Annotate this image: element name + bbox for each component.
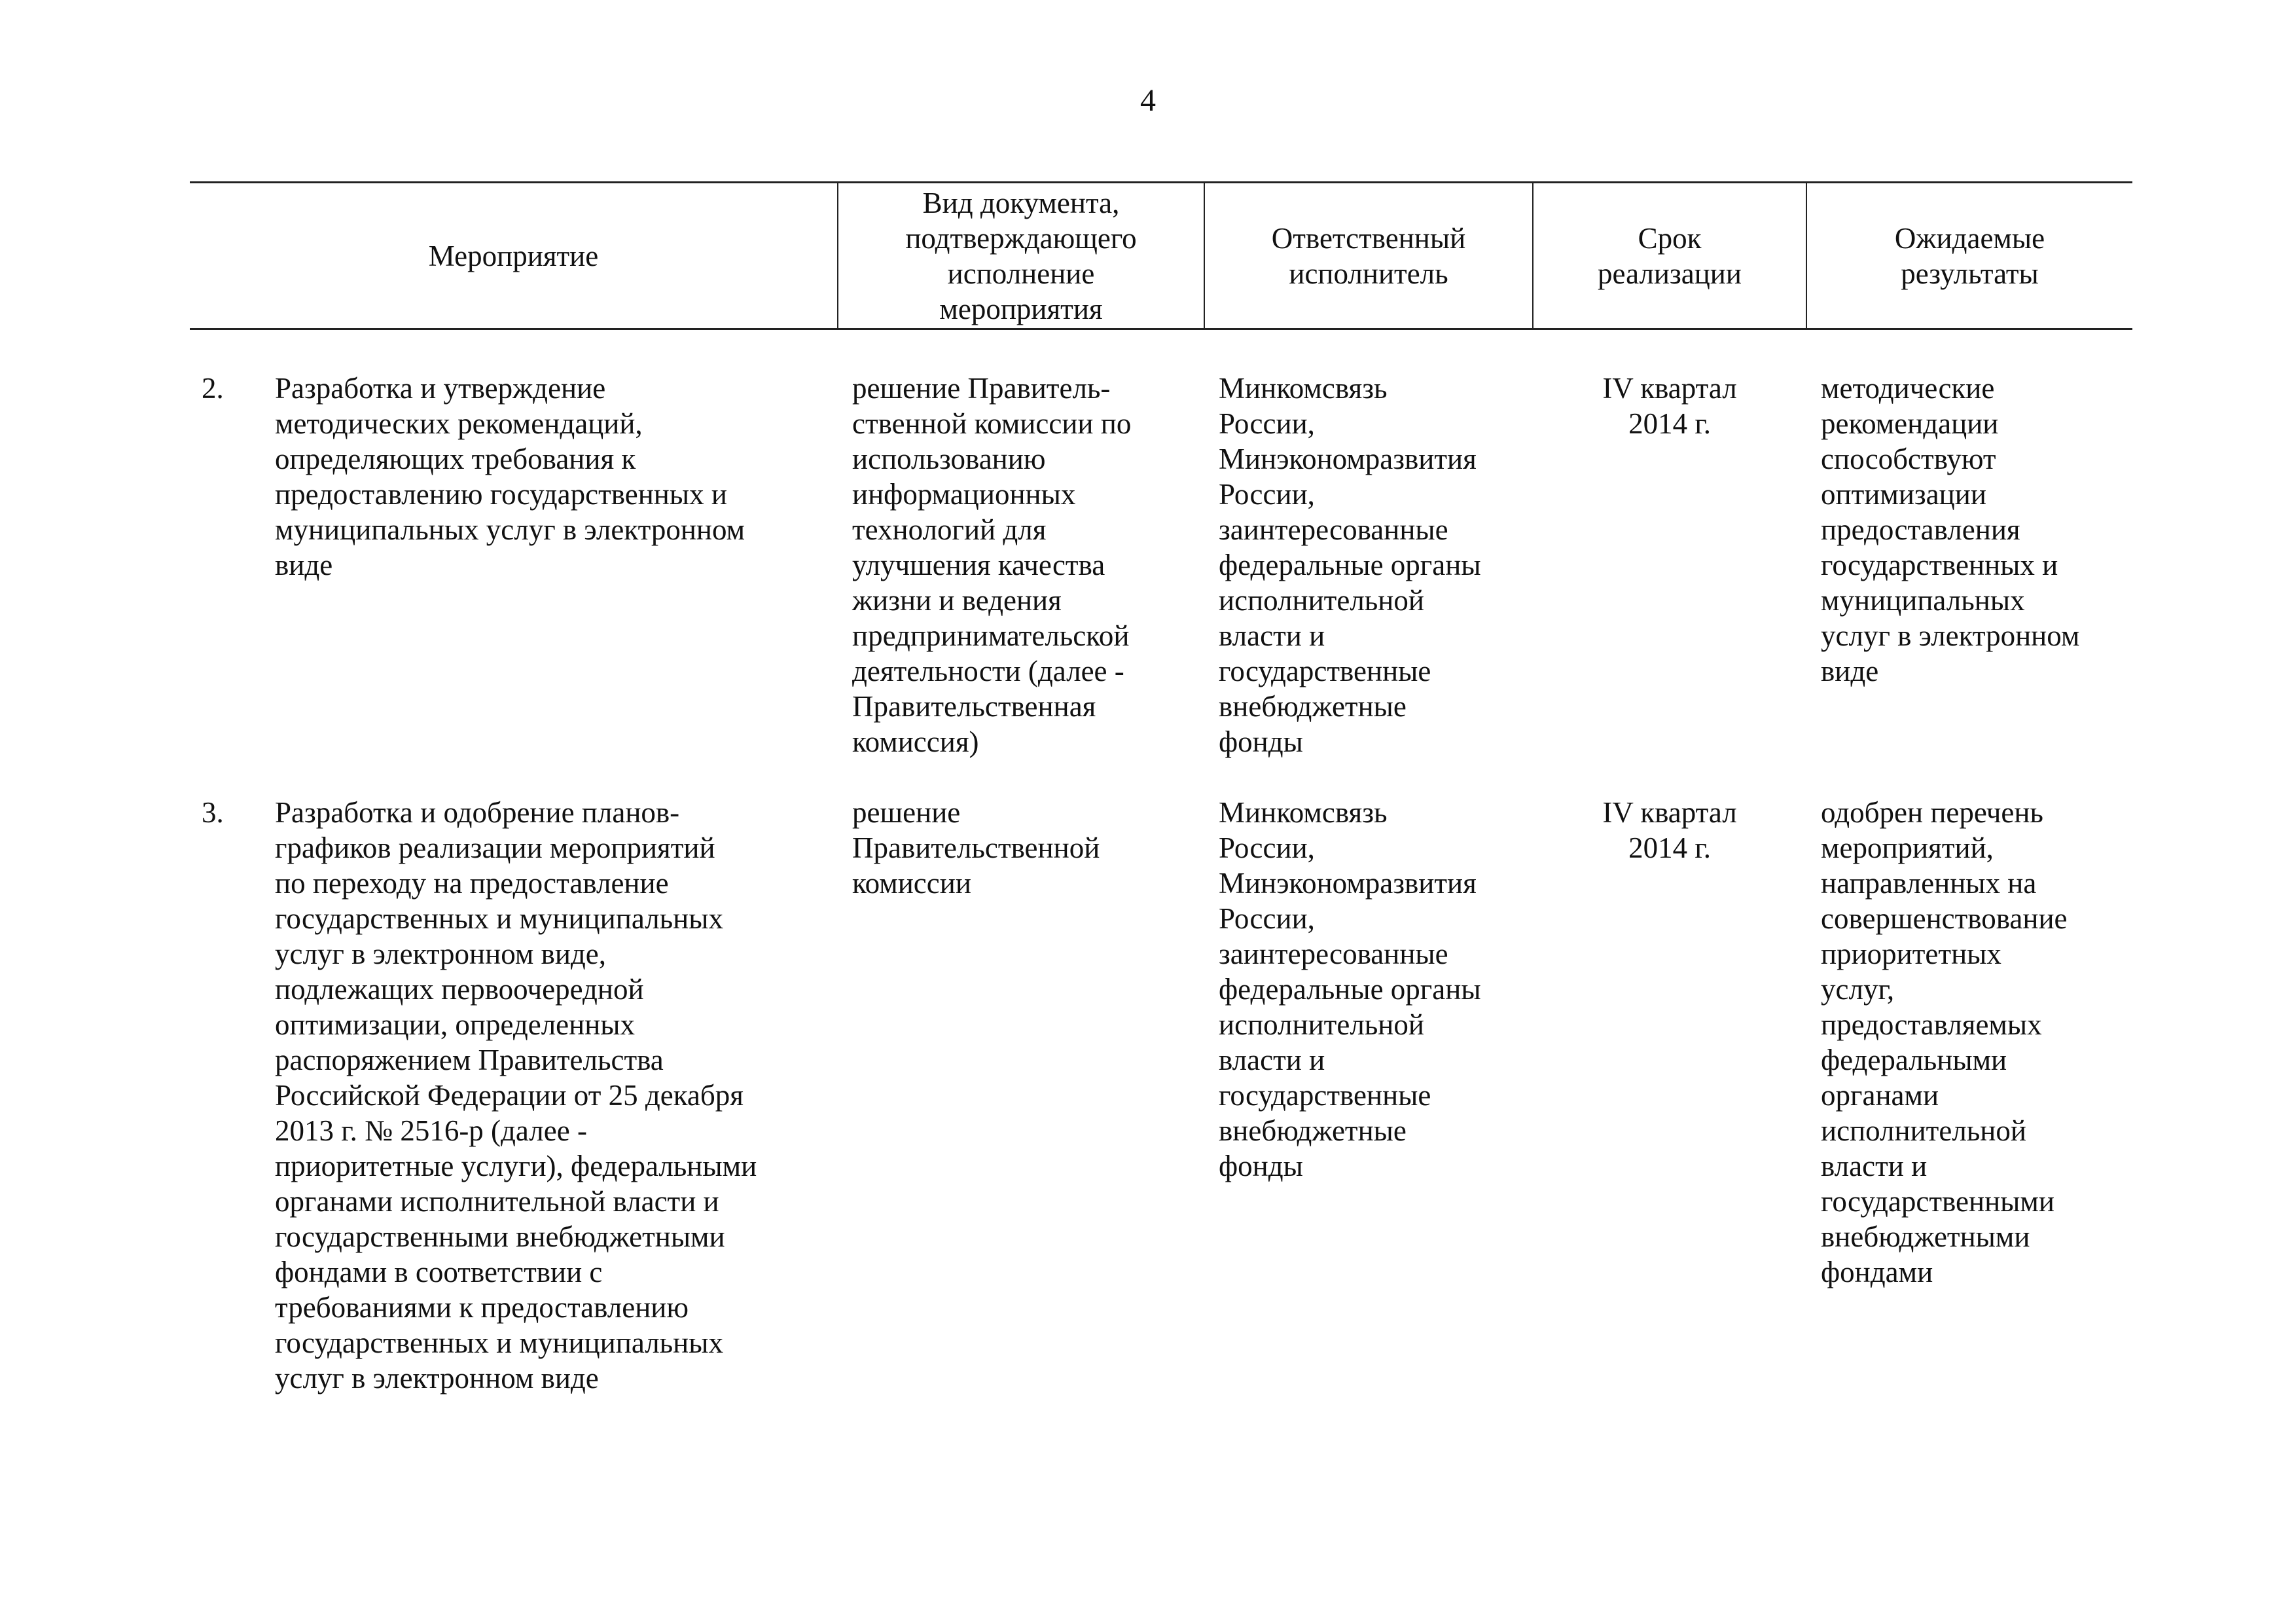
event-cell: Разработка и утверждение методических рекомендаций, определяющих требования к предоставлению государственных и муниципальных услуг в электронном виде (275, 372, 745, 581)
term-cell: IV квартал 2014 г. (1602, 796, 1737, 864)
responsible-cell: Минкомсвязь России, Минэкономразвития России, заинтересованные федеральные органы исполнительной власти и государственные внебюджетные фонды (1219, 372, 1481, 758)
table-row (190, 371, 2132, 759)
page-number: 4 (1140, 83, 1156, 118)
term-cell: IV квартал 2014 г. (1602, 372, 1737, 440)
header-term: Срок реализации (1533, 183, 1806, 329)
header-results: Ожидаемые результаты (1806, 183, 2132, 329)
header-document: Вид документа, подтверждающего исполнение мероприятия (838, 183, 1204, 329)
event-cell: Разработка и одобрение планов- графиков реализации мероприятий по переходу на предоставление государственных и муниципальных услуг в электронном виде, подлежащих первоочередной оптимизации, определенных распоряжением Правительства Российской Федерации от 25 декабря 2013 г. № 2516-р (далее - приоритетные услуги), федеральными органами исполнительной власти и государственными внебюджетными фондами в соответствии с требованиями к предоставлению государственных и муниципальных услуг в электронном виде (275, 796, 757, 1395)
document-cell: решение Правитель- ственной комиссии по использованию информационных технологий для улучшения качества жизни и ведения предпринимательской деятельности (далее - Правительственная комиссия) (852, 372, 1132, 758)
row-number: 2. (202, 372, 224, 405)
measures-table (190, 181, 2132, 1396)
table-header-row (190, 183, 2132, 329)
results-cell: методические рекомендации способствуют оптимизации предоставления государственных и муниципальных услуг в электронном виде (1821, 372, 2080, 687)
header-responsible: Ответственный исполнитель (1204, 183, 1533, 329)
header-event: Мероприятие (190, 183, 838, 329)
results-cell: одобрен перечень мероприятий, направленных на совершенствование приоритетных услуг, предоставляемых федеральными органами исполнительной власти и государственными внебюджетными фондами (1821, 796, 2068, 1288)
document-cell: решение Правительственной комиссии (852, 796, 1100, 900)
responsible-cell: Минкомсвязь России, Минэкономразвития России, заинтересованные федеральные органы исполнительной власти и государственные внебюджетные фонды (1219, 796, 1481, 1182)
row-number: 3. (202, 796, 224, 829)
table-row (190, 795, 2132, 1396)
